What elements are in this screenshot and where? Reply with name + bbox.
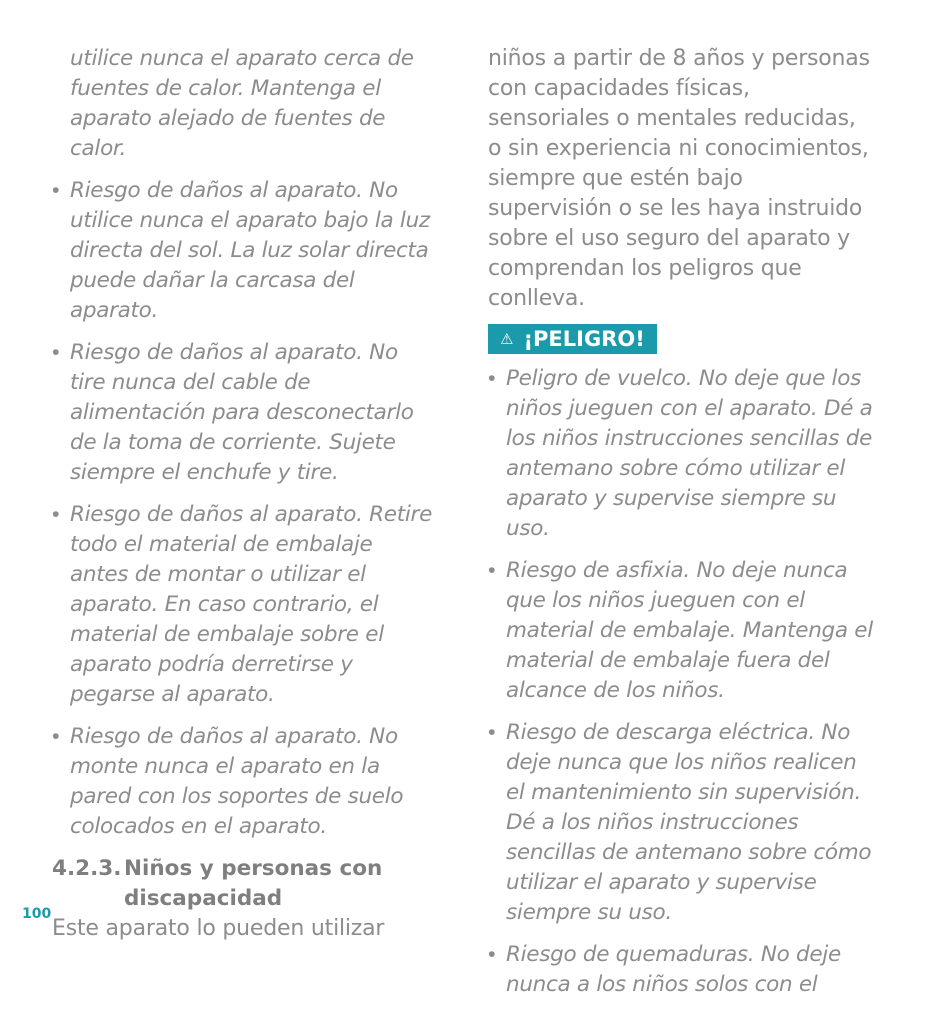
list-item-text: Peligro de vuelco. No deje que los niños jueguen con el aparato. Dé a los niños instrucciones sencillas de antemano sobre cómo utilizar el aparato y supervise siempre su uso. (506, 366, 873, 541)
warning-triangle-icon: ⚠ (500, 330, 514, 348)
page-number: 100 (22, 906, 52, 922)
right-bullet-list (488, 364, 873, 1000)
list-item (52, 338, 437, 488)
list-item (52, 722, 437, 842)
left-column (52, 44, 437, 944)
list-item (488, 364, 873, 544)
warning-label: ¡PELIGRO! (523, 327, 645, 351)
body-paragraph: niños a partir de 8 años y personas con capacidades físicas, sensoriales o mentales reducidas, o sin experiencia ni conocimientos, siempre que estén bajo supervisión o se les haya instruido sobre el uso seguro del aparato y comprendan los peligros que conlleva. (488, 46, 870, 311)
list-item-text: Riesgo de daños al aparato. No monte nunca el aparato en la pared con los soportes de suelo colocados en el aparato. (70, 724, 404, 839)
bullet-icon: • (52, 502, 60, 527)
list-item-text: Riesgo de asfixia. No deje nunca que los niños jueguen con el material de embalaje. Mantenga el material de embalaje fuera del alcance de los niños. (506, 558, 873, 703)
continuation-text: utilice nunca el aparato cerca de fuentes de calor. Mantenga el aparato alejado de fuentes de calor. (70, 46, 414, 161)
list-item-text: Riesgo de daños al aparato. No utilice nunca el aparato bajo la luz directa del sol. La luz solar directa puede dañar la carcasa del aparato. (70, 178, 430, 323)
list-item-text: Riesgo de daños al aparato. No tire nunca del cable de alimentación para desconectarlo de la toma de corriente. Sujete siempre el enchufe y tire. (70, 340, 414, 485)
intro-text: Este aparato lo pueden utilizar (52, 916, 385, 941)
section-number: 4.2.3. (52, 856, 122, 881)
list-item (52, 176, 437, 326)
list-item-text: Riesgo de daños al aparato. Retire todo el material de embalaje antes de montar o utilizar el aparato. En caso contrario, el material de embalaje sobre el aparato podría derretirse y pegarse al aparato. (70, 502, 433, 707)
list-item-text: Riesgo de quemaduras. No deje nunca a los niños solos con el (506, 942, 841, 997)
list-item (488, 556, 873, 706)
bullet-icon: • (52, 340, 60, 365)
right-column (488, 44, 873, 1012)
warning-badge (488, 324, 657, 354)
list-item (488, 940, 873, 1000)
list-item (52, 500, 437, 710)
bullet-icon: • (488, 942, 496, 967)
left-bullet-list (52, 176, 437, 842)
bullet-icon: • (52, 178, 60, 203)
bullet-icon: • (488, 366, 496, 391)
bullet-icon: • (488, 558, 496, 583)
bullet-icon: • (488, 720, 496, 745)
bullet-icon: • (52, 724, 60, 749)
list-item-text: Riesgo de descarga eléctrica. No deje nunca que los niños realicen el mantenimiento sin supervisión. Dé a los niños instrucciones sencillas de antemano sobre cómo utilizar el aparato y supervise siempre su uso. (506, 720, 872, 925)
list-item (488, 718, 873, 928)
section-heading (52, 854, 437, 914)
section-title: Niños y personas con discapacidad (124, 856, 383, 911)
